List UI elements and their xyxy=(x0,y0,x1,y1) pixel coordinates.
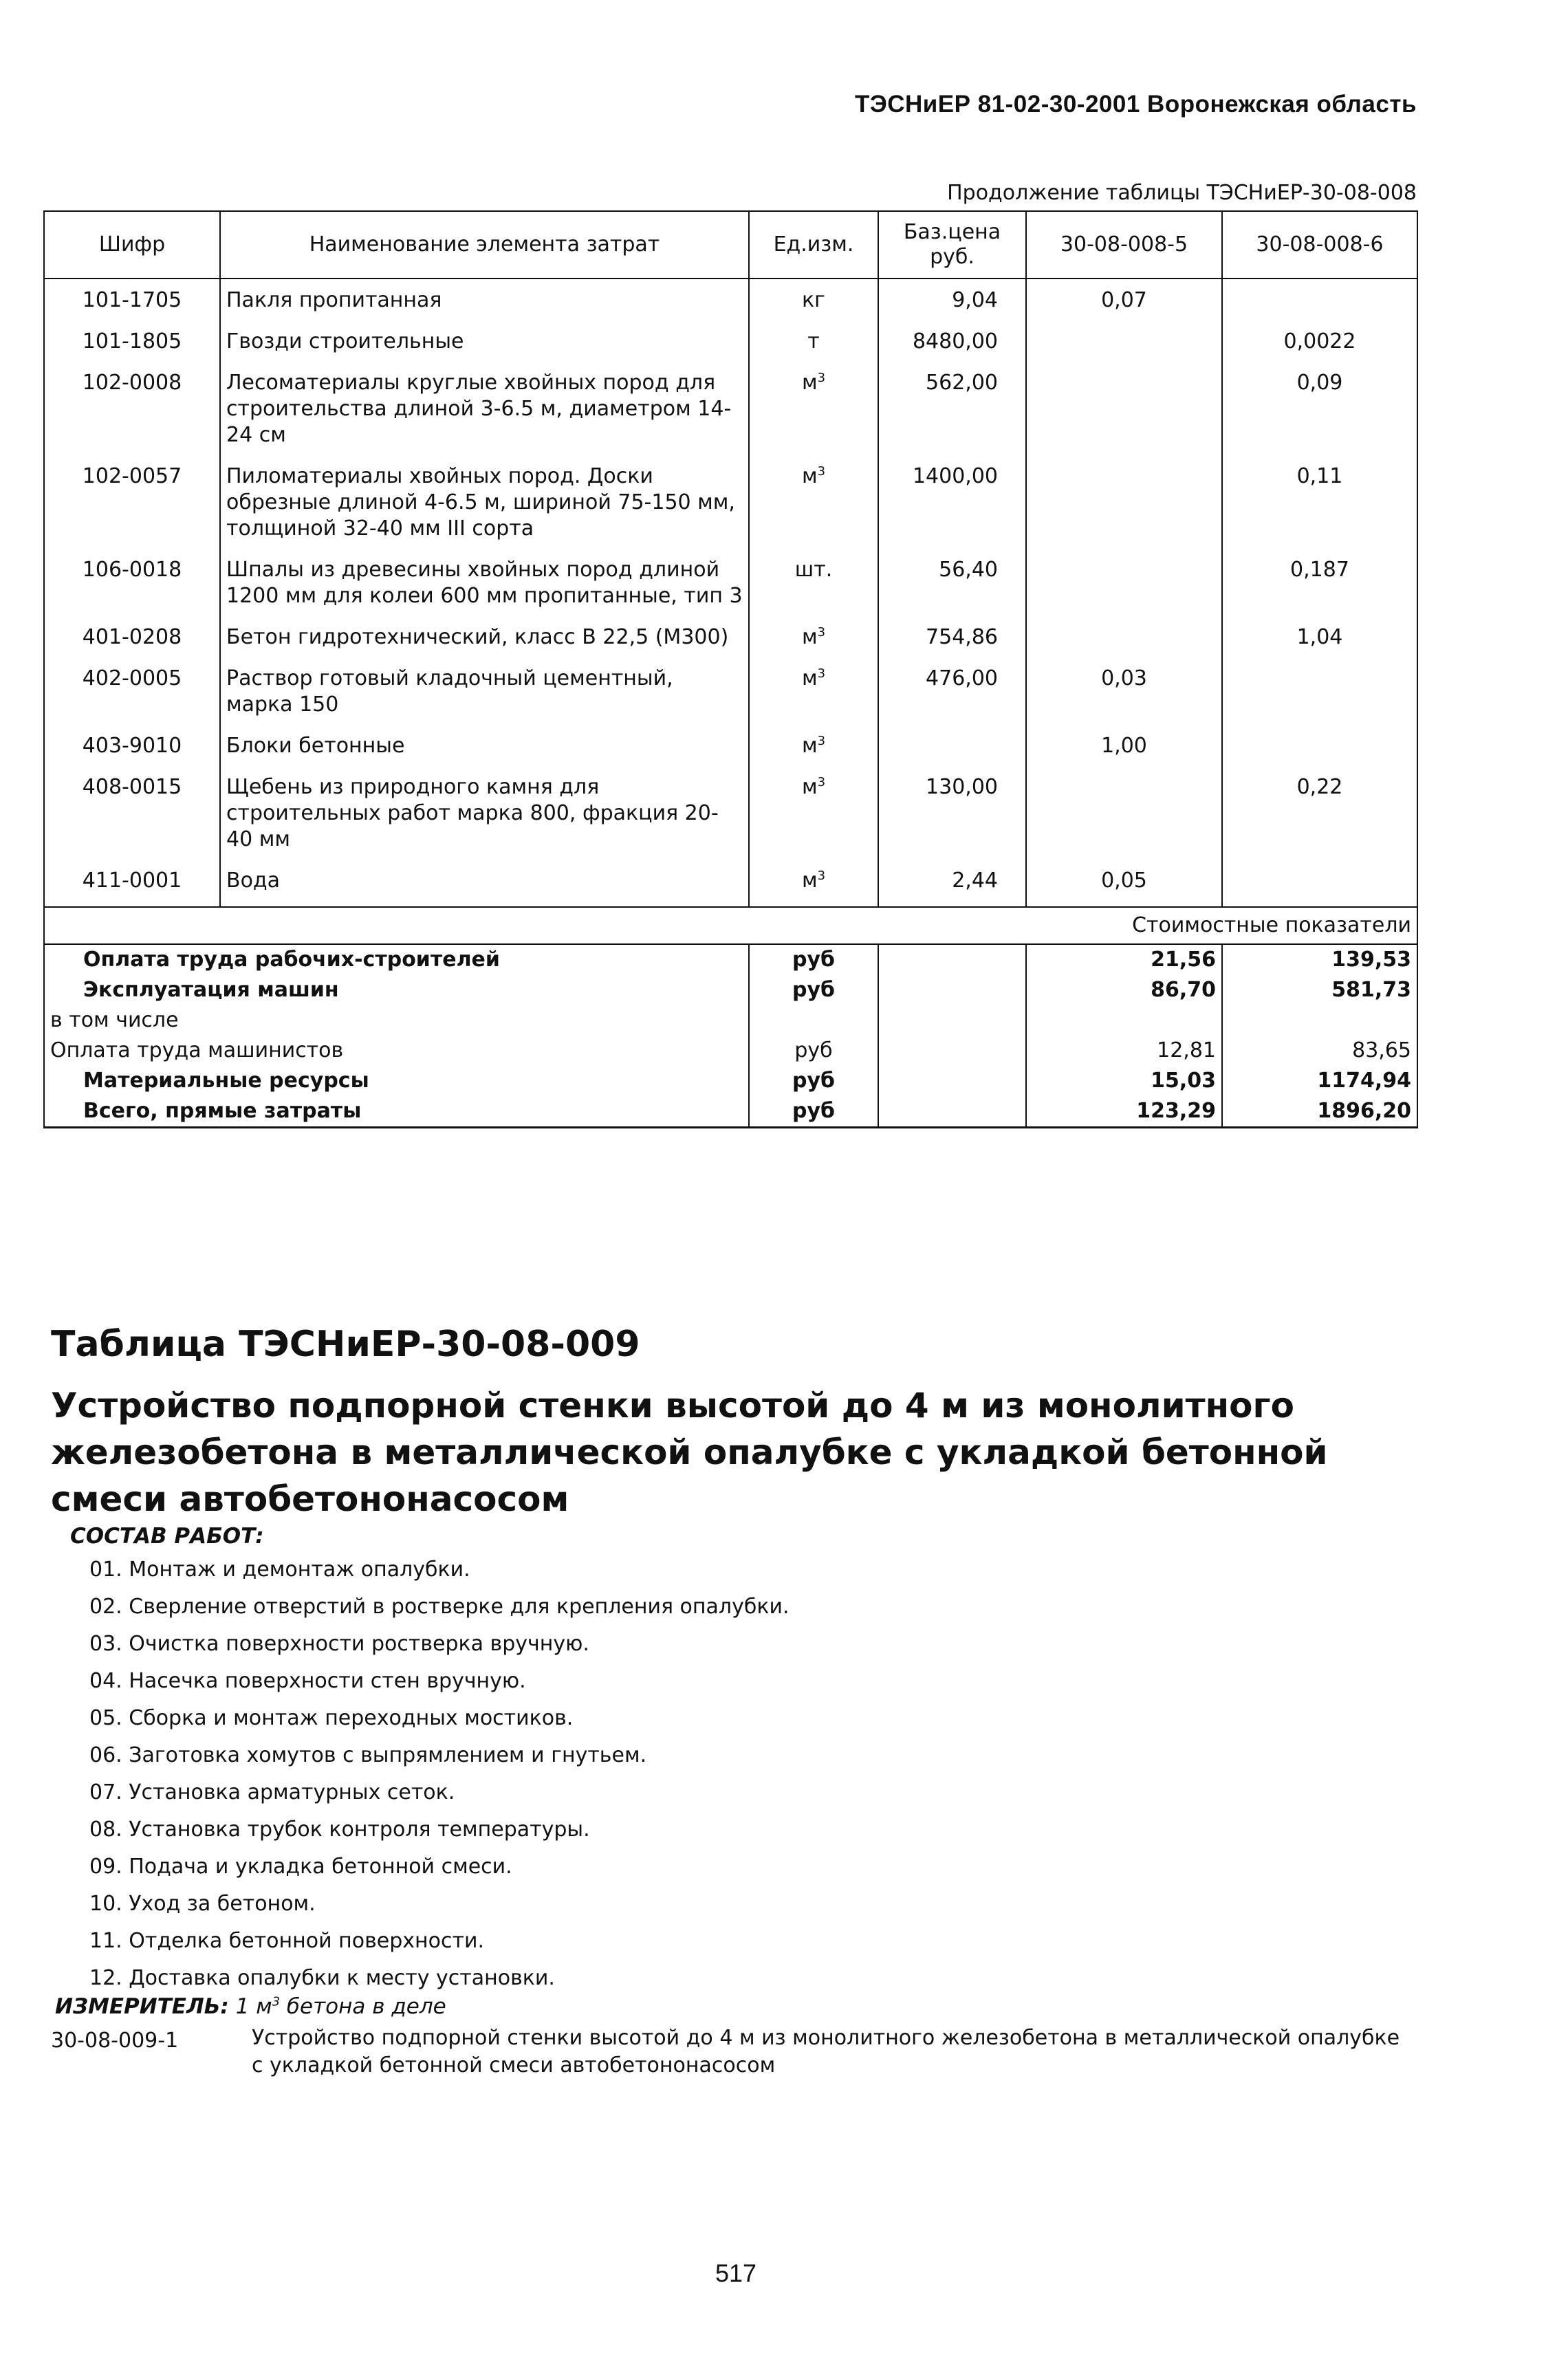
cell-unit xyxy=(749,279,878,326)
section-subtitle: Устройство подпорной стенки высотой до 4 м из монолитного железобетона в металлической опалубке с укладкой бетонной смеси автобетононасосом xyxy=(51,1386,1328,1519)
cell-30-08-008-6: 0,11 xyxy=(1222,461,1417,554)
cell-price: 9,04 xyxy=(878,279,1026,326)
list-item: 09. Подача и укладка бетонной смеси. xyxy=(89,1855,512,1879)
cell-price: 2,44 xyxy=(878,865,1026,907)
cost-price xyxy=(878,1036,1026,1066)
cell-30-08-008-6 xyxy=(1222,279,1417,326)
cell-price: 754,86 xyxy=(878,622,1026,663)
unit-text: м xyxy=(801,775,818,799)
cost-label: Материальные ресурсы xyxy=(44,1066,749,1096)
table-row xyxy=(44,461,1417,554)
cost-row xyxy=(44,1066,1417,1096)
table-row xyxy=(44,663,1417,730)
column-header-30-08-008-5: 30-08-008-5 xyxy=(1026,211,1222,279)
unit-exponent: 3 xyxy=(817,464,826,479)
works-list xyxy=(89,1551,790,1997)
page-header-title: ТЭСНиЕР 81-02-30-2001 Воронежская область xyxy=(854,91,1417,118)
unit-text: м xyxy=(801,869,818,893)
measure-suffix: бетона в деле xyxy=(286,1994,446,2019)
column-header-name: Наименование элемента затрат xyxy=(220,211,749,279)
materials-body xyxy=(44,279,1417,907)
cost-value-c6: 83,65 xyxy=(1222,1036,1417,1066)
cost-row xyxy=(44,1036,1417,1066)
cost-value-c6: 1174,94 xyxy=(1222,1066,1417,1096)
column-header-price: Баз.цена руб. xyxy=(878,211,1026,279)
measure-sup: 3 xyxy=(272,1994,281,2009)
cell-price: 1400,00 xyxy=(878,461,1026,554)
column-header-code: Шифр xyxy=(44,211,220,279)
cell-code: 101-1805 xyxy=(44,326,220,367)
cell-unit xyxy=(749,326,878,367)
cell-code: 402-0005 xyxy=(44,663,220,730)
cell-price: 476,00 xyxy=(878,663,1026,730)
table-row xyxy=(44,554,1417,622)
cell-30-08-008-5 xyxy=(1026,554,1222,622)
unit-exponent: 3 xyxy=(817,666,826,681)
cell-30-08-008-5: 0,05 xyxy=(1026,865,1222,907)
norm-code: 30-08-009-1 xyxy=(51,2029,179,2053)
cell-code: 106-0018 xyxy=(44,554,220,622)
cell-code: 408-0015 xyxy=(44,772,220,865)
cost-header-row xyxy=(44,907,1417,944)
cost-value-c5: 21,56 xyxy=(1026,944,1222,975)
cost-unit xyxy=(749,1005,878,1036)
cost-value-c5: 86,70 xyxy=(1026,975,1222,1005)
cell-code: 101-1705 xyxy=(44,279,220,326)
cost-unit: руб xyxy=(749,1096,878,1128)
unit-exponent: 3 xyxy=(817,734,826,748)
list-item: 07. Установка арматурных сеток. xyxy=(89,1780,455,1804)
cell-unit xyxy=(749,730,878,772)
cost-price xyxy=(878,1066,1026,1096)
measure-value: 1 м xyxy=(235,1994,272,2019)
page-number: 517 xyxy=(715,2259,757,2287)
cell-code: 102-0057 xyxy=(44,461,220,554)
list-item: 04. Насечка поверхности стен вручную. xyxy=(89,1669,526,1693)
cost-price xyxy=(878,1005,1026,1036)
cell-30-08-008-5: 0,03 xyxy=(1026,663,1222,730)
table-row xyxy=(44,772,1417,865)
list-item: 01. Монтаж и демонтаж опалубки. xyxy=(89,1558,470,1582)
cost-row xyxy=(44,944,1417,975)
unit-exponent: 3 xyxy=(817,869,826,883)
cost-value-c5: 15,03 xyxy=(1026,1066,1222,1096)
cost-label: Оплата труда машинистов xyxy=(44,1036,749,1066)
cell-name: Бетон гидротехнический, класс В 22,5 (М300) xyxy=(220,622,749,663)
cell-price: 56,40 xyxy=(878,554,1026,622)
cell-name: Пакля пропитанная xyxy=(220,279,749,326)
section-title: Таблица ТЭСНиЕР-30-08-009 xyxy=(51,1324,640,1365)
table-continuation-caption: Продолжение таблицы ТЭСНиЕР-30-08-008 xyxy=(947,181,1417,205)
cell-name: Щебень из природного камня для строительных работ марка 800, фракция 20-40 мм xyxy=(220,772,749,865)
cost-value-c6: 581,73 xyxy=(1222,975,1417,1005)
unit-text: м xyxy=(801,734,818,758)
cost-unit: руб xyxy=(749,1036,878,1066)
cell-price xyxy=(878,730,1026,772)
cost-value-c5: 12,81 xyxy=(1026,1036,1222,1066)
cost-value-c6: 139,53 xyxy=(1222,944,1417,975)
cell-code: 403-9010 xyxy=(44,730,220,772)
cell-30-08-008-5: 1,00 xyxy=(1026,730,1222,772)
cell-unit xyxy=(749,772,878,865)
cell-30-08-008-6 xyxy=(1222,865,1417,907)
cell-30-08-008-5 xyxy=(1026,461,1222,554)
unit-text: т xyxy=(807,329,820,353)
unit-text: м xyxy=(801,464,818,488)
list-item: 03. Очистка поверхности ростверка вручную. xyxy=(89,1632,589,1656)
list-item: 08. Установка трубок контроля температуры. xyxy=(89,1817,590,1842)
list-item: 02. Сверление отверстий в ростверке для крепления опалубки. xyxy=(89,1595,790,1619)
cell-name: Шпалы из древесины хвойных пород длиной 1200 мм для колеи 600 мм пропитанные, тип 3 xyxy=(220,554,749,622)
column-header-unit: Ед.изм. xyxy=(749,211,878,279)
cost-label: Всего, прямые затраты xyxy=(44,1096,749,1128)
works-label: СОСТАВ РАБОТ: xyxy=(70,1524,264,1549)
cost-unit: руб xyxy=(749,944,878,975)
resource-table xyxy=(43,210,1418,1128)
unit-exponent: 3 xyxy=(817,775,826,789)
unit-text: м xyxy=(801,666,818,690)
cell-30-08-008-6: 0,187 xyxy=(1222,554,1417,622)
cell-price: 562,00 xyxy=(878,367,1026,461)
list-item: 05. Сборка и монтаж переходных мостиков. xyxy=(89,1706,574,1730)
cell-name: Раствор готовый кладочный цементный, марка 150 xyxy=(220,663,749,730)
cell-30-08-008-5 xyxy=(1026,772,1222,865)
cell-price: 130,00 xyxy=(878,772,1026,865)
list-item: 12. Доставка опалубки к месту установки. xyxy=(89,1966,555,1990)
cost-unit: руб xyxy=(749,1066,878,1096)
cost-label: в том числе xyxy=(44,1005,749,1036)
cell-30-08-008-6: 0,09 xyxy=(1222,367,1417,461)
cell-30-08-008-5 xyxy=(1026,326,1222,367)
cost-price xyxy=(878,944,1026,975)
measure-line xyxy=(55,1994,446,2019)
unit-text: м xyxy=(801,371,818,395)
cell-name: Пиломатериалы хвойных пород. Доски обрезные длиной 4-6.5 м, шириной 75-150 мм, толщиной 32-40 мм III сорта xyxy=(220,461,749,554)
column-header-30-08-008-6: 30-08-008-6 xyxy=(1222,211,1417,279)
cost-value-c5 xyxy=(1026,1005,1222,1036)
cell-30-08-008-6 xyxy=(1222,730,1417,772)
cost-row xyxy=(44,1096,1417,1128)
cell-name: Вода xyxy=(220,865,749,907)
cell-unit xyxy=(749,554,878,622)
table-header-row xyxy=(44,211,1417,279)
norm-description: Устройство подпорной стенки высотой до 4 м из монолитного железобетона в металлической опалубке с укладкой бетонной смеси автобетононасосом xyxy=(252,2026,1400,2077)
table-row xyxy=(44,865,1417,907)
cost-price xyxy=(878,1096,1026,1128)
cell-unit xyxy=(749,367,878,461)
cell-30-08-008-6: 0,22 xyxy=(1222,772,1417,865)
unit-exponent: 3 xyxy=(817,625,826,640)
cost-row xyxy=(44,1005,1417,1036)
cost-value-c6 xyxy=(1222,1005,1417,1036)
cell-code: 411-0001 xyxy=(44,865,220,907)
cell-unit xyxy=(749,622,878,663)
cost-label: Оплата труда рабочих-строителей xyxy=(44,944,749,975)
cell-code: 401-0208 xyxy=(44,622,220,663)
cost-label: Эксплуатация машин xyxy=(44,975,749,1005)
table-row xyxy=(44,279,1417,326)
unit-text: м xyxy=(801,625,818,649)
cell-code: 102-0008 xyxy=(44,367,220,461)
cell-price: 8480,00 xyxy=(878,326,1026,367)
table-row xyxy=(44,730,1417,772)
cost-value-c5: 123,29 xyxy=(1026,1096,1222,1128)
cost-header: Стоимостные показатели xyxy=(44,907,1417,944)
cell-unit xyxy=(749,663,878,730)
list-item: 11. Отделка бетонной поверхности. xyxy=(89,1929,485,1953)
cell-name: Лесоматериалы круглые хвойных пород для строительства длиной 3-6.5 м, диаметром 14-24 см xyxy=(220,367,749,461)
unit-text: шт. xyxy=(794,558,833,582)
table-row xyxy=(44,326,1417,367)
cell-30-08-008-6: 0,0022 xyxy=(1222,326,1417,367)
list-item: 10. Уход за бетоном. xyxy=(89,1892,316,1916)
cell-30-08-008-6 xyxy=(1222,663,1417,730)
list-item: 06. Заготовка хомутов с выпрямлением и гнутьем. xyxy=(89,1743,647,1767)
cost-value-c6: 1896,20 xyxy=(1222,1096,1417,1128)
cell-name: Гвозди строительные xyxy=(220,326,749,367)
cell-30-08-008-5 xyxy=(1026,367,1222,461)
cell-name: Блоки бетонные xyxy=(220,730,749,772)
cell-30-08-008-6: 1,04 xyxy=(1222,622,1417,663)
unit-exponent: 3 xyxy=(817,371,826,385)
table-row xyxy=(44,367,1417,461)
cell-30-08-008-5: 0,07 xyxy=(1026,279,1222,326)
unit-text: кг xyxy=(802,288,825,312)
cell-30-08-008-5 xyxy=(1026,622,1222,663)
measure-label: ИЗМЕРИТЕЛЬ: xyxy=(55,1994,229,2019)
table-row xyxy=(44,622,1417,663)
cell-unit xyxy=(749,461,878,554)
cost-price xyxy=(878,975,1026,1005)
cost-row xyxy=(44,975,1417,1005)
costs-body xyxy=(44,907,1417,1128)
cost-unit: руб xyxy=(749,975,878,1005)
cell-unit xyxy=(749,865,878,907)
